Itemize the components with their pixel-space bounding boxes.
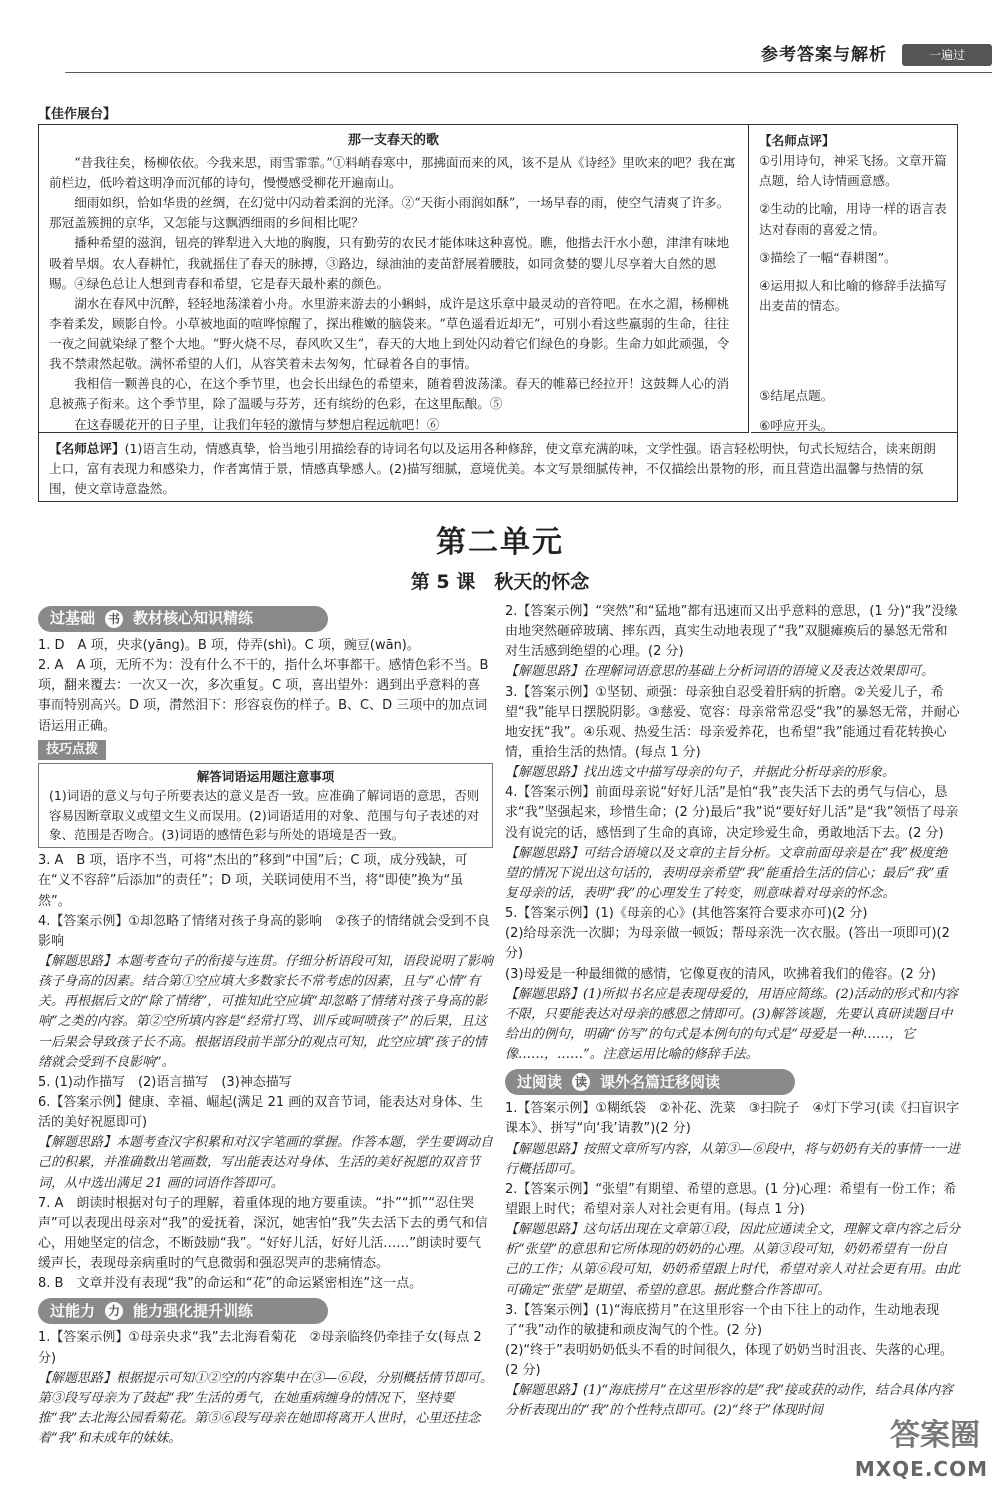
- essay-title: 那一支春天的歌: [347, 133, 439, 148]
- solution-hint: 【解题思路】本题考查汉字积累和对汉字笔画的掌握。作答本题，学生要调动自己的积累，并准确数出笔画数，写出能表达对身体、生活的美好祝愿的双音节词，从中选出满足 21 画的词语作答即可。: [38, 1135, 494, 1191]
- unit-title: 第二单元: [436, 525, 564, 560]
- section-ability-bar: [38, 1298, 328, 1324]
- book-icon: 书: [105, 610, 123, 628]
- comment-item: ⑤结尾点题。: [759, 388, 834, 404]
- comment-item: ③描绘了一幅“春耕图”。: [759, 249, 897, 265]
- section-subtitle: 教材核心知识精练: [133, 609, 254, 628]
- watermark-text: MXQE.COM: [854, 1457, 988, 1481]
- answer-item: 1.【答案示例】①糊纸袋 ②补花、洗菜 ③扫院子 ④灯下学习(读《扫盲识字课本》、拼写“向‘我’请教”)(2 分): [505, 1101, 960, 1137]
- left-column: [38, 602, 493, 1449]
- brand-logo: 一遍过: [902, 44, 992, 66]
- section-label: 过阅读: [517, 1072, 563, 1091]
- showcase-label: 【佳作展台】: [38, 107, 117, 122]
- comment-item: ①引用诗句，神采飞扬。文章开篇点题，给人诗情画意感。: [759, 153, 947, 189]
- answer-item: 3. A B 项，语序不当，可将“杰出的”移到“中国”后；C 项，成分残缺，可在“义不容辞”后添加“的责任”；D 项，关联词使用不当，将“即使”换为“虽然”。: [38, 853, 468, 909]
- teacher-summary: [39, 435, 957, 503]
- solution-hint: 【解题思路】(1)“海底捞月”在这里形容的是“我”接或获的动作，结合具体内容分析表现出的“我”的个性特点即可。(2)“终于”体现时间: [505, 1383, 953, 1419]
- essay-paragraph: 湖水在春风中沉醉，轻轻地荡漾着小舟。水里游来游去的小蝌蚪，成许是这乐章中最灵动的音符吧。在水之湄，杨柳桃李着柔发，顾影自怜。小草被地面的喧哗惊醒了，探出稚嫩的脑袋来。“草色遥看近却无”，可别小看这些羸弱的生命，往往一夜之间就染绿了整个大地。“野火烧不尽，春风吹又生”，春天的大地上到处闪动着它们绿色的身影。生命力如此顽强，令我不禁肃然起敬。满怀希望的人们，从容笑着未去匆匆，忙碌着各自的事情。: [49, 295, 730, 372]
- comment-item: ②生动的比喻，用诗一样的语言表达对春雨的喜爱之情。: [759, 201, 947, 237]
- answer-item: 1. D A 项，央求(yāng)。B 项，侍弄(shì)。C 项，豌豆(wān)。: [38, 638, 420, 653]
- answer-item: 2.【答案示例】“突然”和“猛地”都有迅速而又出乎意料的意思，(1 分)“我”没缘由地突然砸碎玻璃、摔东西，真实生动地表现了“我”双腿瘫痪后的暴怒无常和对生活感到绝望的心理。(2 分): [505, 604, 958, 660]
- muscle-icon: 力: [105, 1302, 123, 1320]
- answer-item: (2)给母亲洗一次脚；为母亲做一顿饭；帮母亲洗一次衣服。(答出一项即可)(2 分): [505, 926, 950, 962]
- answer-item: 5. (1)动作描写 (2)语言描写 (3)神态描写: [38, 1074, 292, 1090]
- solution-hint: 【解题思路】这句话出现在文章第①段，因此应通读全文，理解文章内容之后分析“张望”的意思和它所体现的奶奶的心理。从第③段可知，奶奶希望有一份自己的工作；从第⑥段可知，奶奶希望跟上时代，希望对亲人对社会更有用。由此可确定“张望”是期望、希望的意思。据此整合作答即可。: [505, 1222, 961, 1298]
- solution-hint: 【解题思路】本题考查句子的衔接与连贯。仔细分析语段可知，语段说明了影响孩子身高的因素。结合第①空应填大多数家长不常考虑的因素，且与“心情”有关。再根据后文的“除了情绪”，可推知此空应填“却忽略了情绪对孩子身高的影响”之类的内容。第②空所填内容是“经常打骂、训斥或呵喷孩子”的后果，且这一后果会导致孩子长不高。根据语段前半部分的观点可知，此空应填“孩子的情绪就会受到不良影响”。: [38, 954, 494, 1070]
- header-rule: [65, 72, 992, 73]
- answer-item: 6.【答案示例】健康、幸福、崛起(满足 21 画的双音节词，能表达对身体、生活的美好祝愿即可): [38, 1095, 484, 1131]
- tip-title: 解答词语运用题注意事项: [196, 768, 335, 784]
- answer-item: (3)母爱是一种最细微的感情，它像夏夜的清风，吹拂着我们的倦容。(2 分): [505, 966, 936, 982]
- comments-title: 【名师点评】: [759, 133, 835, 148]
- comment-item: ⑥呼应开头。: [759, 418, 834, 434]
- answer-item: 3.【答案示例】①坚韧、顽强：母亲独自忍受着肝病的折磨。②关爱儿子，希望“我”能早日摆脱阴影。③慈爱、宽容：母亲常常忍受“我”的暴怒无常，并耐心地安抚“我”。④乐观、热爱生活：母亲爱养花，也希望“我”能通过看花转换心情，重拾生活的热情。(每点 1 分): [505, 684, 960, 760]
- answer-item: (2)“终于”表明奶奶低头不看的时间很久，体现了奶奶当时沮丧、失落的心理。(2 分): [505, 1342, 953, 1379]
- answer-item: 4.【答案示例】①却忽略了情绪对孩子身高的影响 ②孩子的情绪就会受到不良影响: [38, 913, 490, 949]
- answer-item: 8. B 文章并没有表现“我”的命运和“花”的命运紧密相连”这一点。: [38, 1276, 423, 1292]
- essay-paragraph: 在这春暖花开的日子里，让我们年轻的激情与梦想启程远航吧！⑥: [74, 416, 440, 432]
- open-book-icon: 读: [572, 1073, 590, 1091]
- section-label: 过基础: [50, 609, 96, 628]
- essay-paragraph: 我相信一颗善良的心，在这个季节里，也会长出绿色的希望来，随着碧波荡漾。春天的帷幕已经拉开！这鼓舞人心的消息被燕子衔来。这个季节里，除了温暖与芬芳，还有缤纷的色彩，在这里酝酿。⑤: [49, 376, 730, 412]
- answer-item: 7. A 朗读时根据对句子的理解，着重体现的地方要重读。“扑”“抓”“忍住哭声”可以表现出母亲对“我”的爱抚着，深沉，她害怕“我”失去活下去的勇气和信心，用她坚定的信念，不断鼓励“我”。“好好儿活，好好儿活……”朗读时要气缓声长，表现母亲病重时的气息微弱和强忍哭声的悲痛情态。: [38, 1195, 488, 1272]
- tip-text: (1)词语的意义与句子所要表达的意义是否一致。应准确了解词语的意思，否则容易因断章取义或望文生义而误用。(2)词语适用的对象、范围与句子表述的对象、范围是否吻合。(3)词语的感情色彩与所处的语境是否一致。: [49, 788, 480, 842]
- header-title: 参考答案与解析: [761, 45, 887, 65]
- right-column: [505, 602, 960, 1421]
- summary-text: (1)语言生动，情感真挚，恰当地引用描绘春的诗词名句以及运用各种修辞，使文章充满韵味，文学性强。语言轻松明快，句式长短结合，读来朗朗上口，富有表现力和感染力，作者寓情于景，情感真挚感人。(2)描写细腻，意境优美。本文写景细腻传神，不仅描绘出景物的形，而且营造出温馨与热情的氛围，使文章诗意盎然。: [49, 441, 936, 497]
- answer-item: 3.【答案示例】(1)“海底捞月”在这里形容一个由下往上的动作，生动地表现了“我”动作的敏捷和顽皮淘气的个性。(2 分): [505, 1302, 940, 1338]
- page-header: [35, 38, 992, 82]
- answer-item: 5.【答案示例】(1)《母亲的心》(其他答案符合要求亦可)(2 分): [505, 906, 868, 922]
- summary-label: 【名师总评】: [49, 441, 125, 456]
- answer-item: 2. A A 项，无所不为：没有什么不干的，指什么坏事都干。感情色彩不当。B 项，翻来覆去：一次又一次，多次重复。C 项，喜出望外：遇到出乎意料的喜事而特别高兴。D 项，潸然泪下：形容哀伤的样子。B、C、D 三项中的加点词语运用正确。: [38, 658, 489, 734]
- section-subtitle: 课外名篇迁移阅读: [600, 1072, 721, 1091]
- essay-panel: [39, 125, 749, 433]
- essay-paragraph: 播种希望的滋润，钮亮的铧犁进入大地的胸腹，只有勤劳的农民才能体味这种喜悦。瞧，他揩去汗水小憩，津津有味地吸着旱烟。农人春耕忙，我就摇住了春天的脉搏，③路边，绿油油的麦苗舒展着腰肢，如同贪婪的婴儿尽享着大自然的恩赐。④绿色总让人想到青春和希望，它是春天最朴素的颜色。: [49, 235, 730, 291]
- answer-item: 4.【答案示例】前面母亲说“好好儿活”是怕“我”丧失活下去的勇气与信心，恳求“我”坚强起来，珍惜生命；(2 分)最后“我”说“要好好儿活”是“我”领悟了母亲没有说完的话，感悟到了生命的真谛，决定珍爱生命，勇敢地活下去。(2 分): [505, 785, 959, 841]
- tip-label: 技巧点拨: [38, 740, 106, 760]
- solution-hint: 【解题思路】根据提示可知①②空的内容集中在③—⑥段，分别概括情节即可。第③段写母亲为了鼓起“我”生活的勇气，在她重病缠身的情况下，坚持要推“我”去北海公园看菊花。第⑤⑥段写母亲在她即将离开人世时，心里还挂念着“我”和未成年的妹妹。: [38, 1370, 494, 1447]
- solution-hint: 【解题思路】按照文章所写内容，从第③—⑥段中，将与奶奶有关的事情一一进行概括即可。: [505, 1141, 961, 1177]
- essay-paragraph: 细雨如织，恰如华贵的丝绸，在幻觉中闪动着柔润的光泽。②“天街小雨润如酥”，一场早春的雨，使空气清爽了许多。那冠盖簇拥的京华，又怎能与这飘洒细雨的乡间相比呢？: [49, 195, 730, 231]
- tip-box: [38, 763, 493, 849]
- showcase-box: [38, 124, 958, 502]
- section-subtitle: 能力强化提升训练: [133, 1301, 254, 1320]
- lesson-title: 第 5 课 秋天的怀念: [410, 571, 590, 593]
- solution-hint: 【解题思路】(1)所拟书名应是表现母爱的，用语应简练。(2)活动的形式和内容不限，只要能表达对母亲的感恩之情即可。(3)解答该题，先要认真研读题目中给出的例句，明确“仿写”的句式是本例句的句式是“母爱是一种……，它像……，……”。注意运用比喻的修辞手法。: [505, 986, 958, 1063]
- comment-item: ④运用拟人和比喻的修辞手法描写出麦苗的情态。: [759, 277, 947, 313]
- essay-paragraph: “昔我往矣，杨柳依依。今我来思，雨雪霏霏。”①料峭春寒中，那拂面而来的风，该不是从《诗经》里吹来的吧？我在寓前栏边，低吟着这明净而沉郁的诗句，慢慢感受柳花开遍南山。: [49, 154, 736, 190]
- section-basic-bar: [38, 606, 328, 632]
- solution-hint: 【解题思路】找出选文中描写母亲的句子，并据此分析母亲的形象。: [505, 765, 896, 781]
- solution-hint: 【解题思路】可结合语境以及文章的主旨分析。文章前面母亲是在“我”极度绝望的情况下说出这句话的，表明母亲希望“我”能重拾生活的信心；最后“我”重复母亲的话，表明“我”的心理发生了转变，则意味着对母亲的怀念。: [505, 845, 948, 901]
- answer-item: 2.【答案示例】“张望”有期望、希望的意思。(1 分)心理：希望有一份工作；希望跟上时代；希望对亲人对社会更有用。(每点 1 分): [505, 1181, 957, 1217]
- comments-panel: [751, 125, 957, 433]
- solution-hint: 【解题思路】在理解词语意思的基础上分析词语的语境义及表达效果即可。: [505, 664, 935, 680]
- answer-item: 1.【答案示例】①母亲央求“我”去北海看菊花 ②母亲临终仍牵挂子女(每点 2 分): [38, 1330, 482, 1366]
- section-reading-bar: [505, 1069, 795, 1095]
- watermark-badge: 答案圈: [890, 1417, 980, 1453]
- section-label: 过能力: [50, 1301, 96, 1320]
